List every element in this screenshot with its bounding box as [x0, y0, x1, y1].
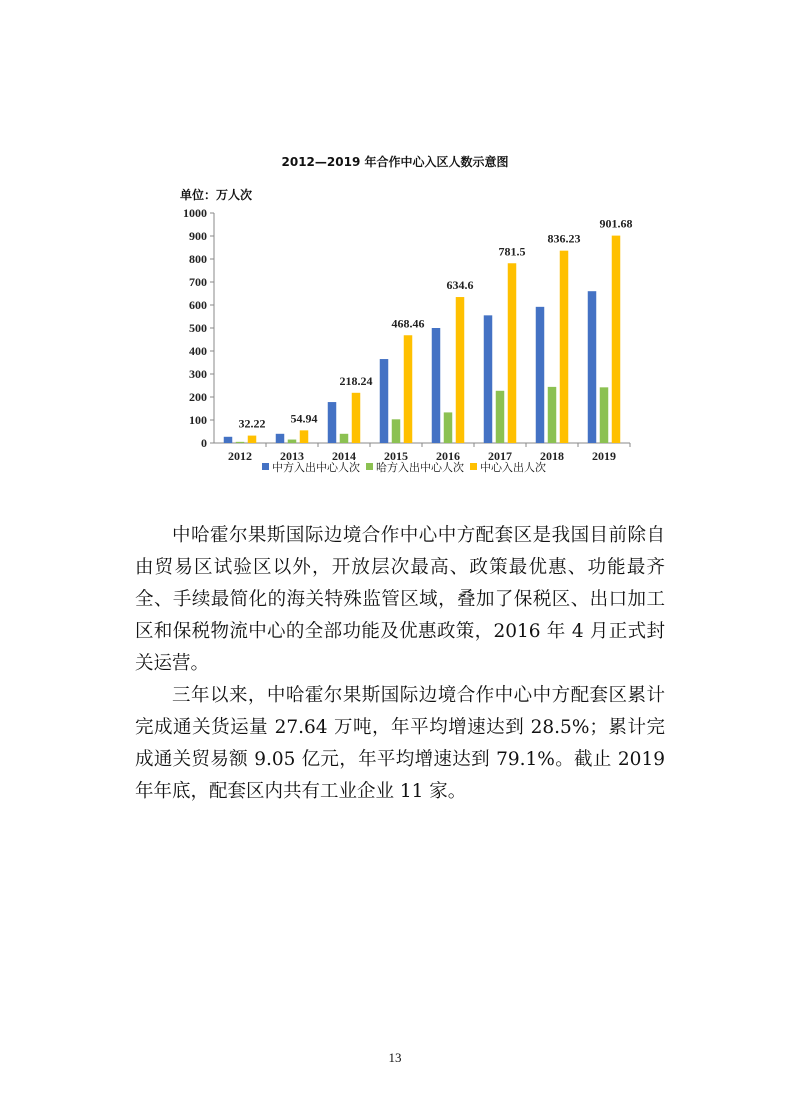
- data-label: 836.23: [547, 231, 581, 246]
- bar: [432, 328, 441, 443]
- bar: [600, 387, 609, 443]
- bar: [456, 297, 465, 443]
- bar: [444, 412, 453, 443]
- data-label: 468.46: [391, 316, 425, 331]
- bar: [508, 263, 517, 443]
- bar: [392, 419, 401, 443]
- y-tick-label: 700: [189, 275, 207, 289]
- data-label: 781.5: [498, 244, 526, 259]
- x-tick-label: 2018: [540, 449, 564, 463]
- bar: [536, 307, 545, 443]
- bar: [248, 436, 257, 443]
- y-tick-label: 500: [189, 321, 207, 335]
- x-tick-label: 2012: [228, 449, 252, 463]
- bar: [276, 434, 285, 443]
- bar: [484, 315, 493, 443]
- data-label: 901.68: [599, 216, 633, 231]
- y-tick-label: 400: [189, 344, 207, 358]
- chart-canvas: [170, 182, 650, 490]
- legend-label: 中心入出人次: [480, 461, 546, 474]
- y-tick-label: 600: [189, 298, 207, 312]
- y-tick-label: 900: [189, 229, 207, 243]
- data-label: 634.6: [446, 278, 474, 293]
- y-tick-label: 300: [189, 367, 207, 381]
- chart-legend: [262, 460, 546, 474]
- legend-label: 哈方入出中心人次: [376, 461, 464, 474]
- bar: [300, 430, 309, 443]
- bar: [560, 251, 569, 443]
- x-tick-label: 2019: [592, 449, 616, 463]
- paragraph-2: 三年以来，中哈霍尔果斯国际边境合作中心中方配套区累计完成通关货运量 27.64 万吨，年平均增速达到 28.5%；累计完成通关贸易额 9.05 亿元，年平均增速达到 79.1%。截止 2019 年年底，配套区内共有工业企业 11 家。: [135, 685, 665, 802]
- chart-title: 2012—2019 年合作中心入区人数示意图: [281, 155, 509, 169]
- data-label: 54.94: [290, 411, 318, 426]
- y-tick-label: 800: [189, 252, 207, 266]
- bar: [236, 442, 245, 443]
- page-number: 13: [388, 1050, 402, 1065]
- x-tick-label: 2013: [280, 449, 304, 463]
- bar: [612, 236, 621, 443]
- bar: [352, 393, 361, 443]
- y-tick-label: 0: [201, 436, 207, 450]
- y-tick-label: 200: [189, 390, 207, 404]
- data-label: 32.22: [238, 416, 266, 431]
- bar: [340, 434, 349, 443]
- legend-label: 中方入出中心人次: [272, 461, 360, 474]
- y-tick-label: 100: [189, 413, 207, 427]
- x-tick-label: 2016: [436, 449, 460, 463]
- bar: [404, 335, 413, 443]
- body-text: [135, 520, 665, 808]
- x-tick-label: 2015: [384, 449, 408, 463]
- paragraph-1: 中哈霍尔果斯国际边境合作中心中方配套区是我国目前除自由贸易区试验区以外，开放层次最高、政策最优惠、功能最齐全、手续最简化的海关特殊监管区域，叠加了保税区、出口加工区和保税物流中心的全部功能及优惠政策，2016 年 4 月正式封关运营。: [135, 525, 665, 674]
- bar: [588, 291, 597, 443]
- data-label: 218.24: [339, 373, 373, 388]
- chart-bars: [224, 236, 621, 443]
- x-tick-label: 2017: [488, 449, 512, 463]
- x-tick-label: 2014: [332, 449, 356, 463]
- bar-chart: [170, 182, 650, 490]
- y-axis-unit-label: 单位：万人次: [180, 188, 253, 202]
- legend-swatch: [470, 463, 477, 470]
- bar: [288, 440, 297, 443]
- bar: [224, 437, 233, 443]
- y-tick-label: 1000: [183, 206, 207, 220]
- bar: [328, 402, 337, 443]
- legend-swatch: [262, 463, 269, 470]
- bar: [380, 359, 389, 443]
- legend-swatch: [366, 463, 373, 470]
- bar: [496, 391, 505, 443]
- bar: [548, 387, 557, 443]
